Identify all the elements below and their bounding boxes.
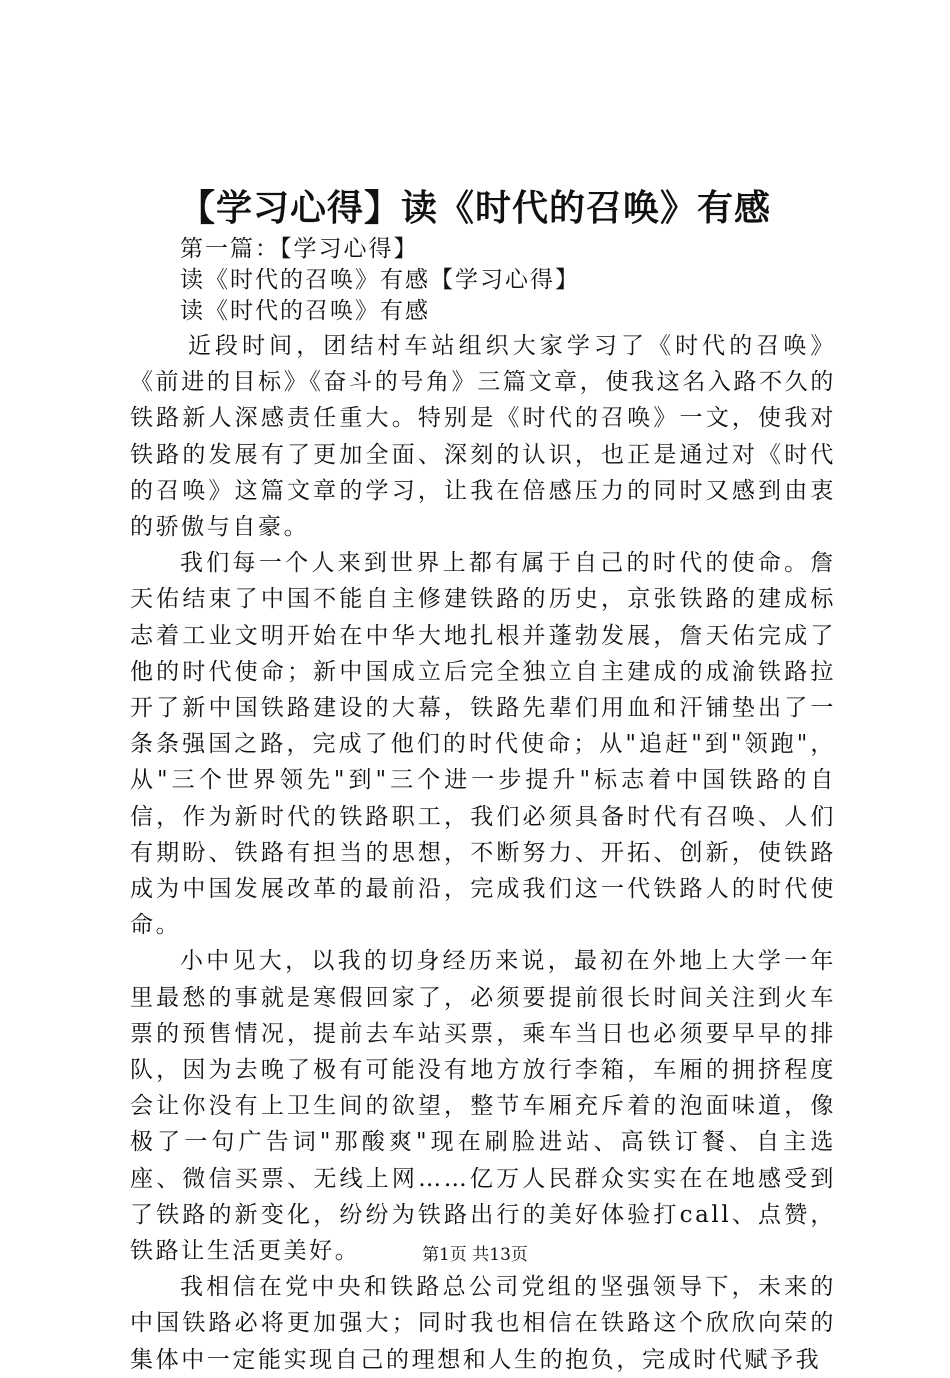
paragraph: 小中见大，以我的切身经历来说，最初在外地上大学一年里最愁的事就是寒假回家了，必须要提前很长时间关注到火车票的预售情况，提前去车站买票，乘车当日也必须要早早的排队，因为去晚了极有可能没有地方放行李箱，车厢的拥挤程度会让你没有上卫生间的欲望，整节车厢充斥着的泡面味道，像极了一句广告词"那酸爽"现在刷脸进站、高铁订餐、自主选座、微信买票、无线上网……亿万人民群众实实在在地感受到了铁路的新变化，纷纷为铁路出行的美好体验打call、点赞，铁路让生活更美好。 — [130, 948, 836, 1265]
section-headings — [180, 234, 880, 327]
paragraph: 近段时间，团结村车站组织大家学习了《时代的召唤》《前进的目标》《奋斗的号角》三篇文章，使我这名入路不久的铁路新人深感责任重大。特别是《时代的召唤》一文，使我对铁路的发展有了更加全面、深刻的认识，也正是通过对《时代的召唤》这篇文章的学习，让我在倍感压力的同时又感到由衷的骄傲与自豪。 — [130, 333, 836, 541]
paragraph: 我相信在党中央和铁路总公司党组的坚强领导下，未来的中国铁路必将更加强大；同时我也相信在铁路这个欣欣向荣的集体中一定能实现自己的理想和人生的抱负，完成时代赋予我 — [130, 1274, 836, 1373]
document-body — [130, 328, 836, 1378]
section-heading-2: 读《时代的召唤》有感【学习心得】 — [180, 267, 580, 293]
document-title: 【学习心得】读《时代的召唤》有感 — [178, 187, 771, 229]
section-heading-1: 第一篇：【学习心得】 — [180, 236, 419, 262]
section-heading-3: 读《时代的召唤》有感 — [180, 298, 430, 324]
paragraph: 我们每一个人来到世界上都有属于自己的时代的使命。詹天佑结束了中国不能自主修建铁路的历史，京张铁路的建成标志着工业文明开始在中华大地扎根并蓬勃发展，詹天佑完成了他的时代使命；新中国成立后完全独立自主建成的成渝铁路拉开了新中国铁路建设的大幕，铁路先辈们用血和汗铺垫出了一条条强国之路，完成了他们的时代使命；从"追赶"到"领跑"，从"三个世界领先"到"三个进一步提升"标志着中国铁路的自信，作为新时代的铁路职工，我们必须具备时代有召唤、人们有期盼、铁路有担当的思想，不断努力、开拓、创新，使铁路成为中国发展改革的最前沿，完成我们这一代铁路人的时代使命。 — [130, 550, 836, 939]
page-footer: 第1页 共13页 — [422, 1245, 528, 1265]
